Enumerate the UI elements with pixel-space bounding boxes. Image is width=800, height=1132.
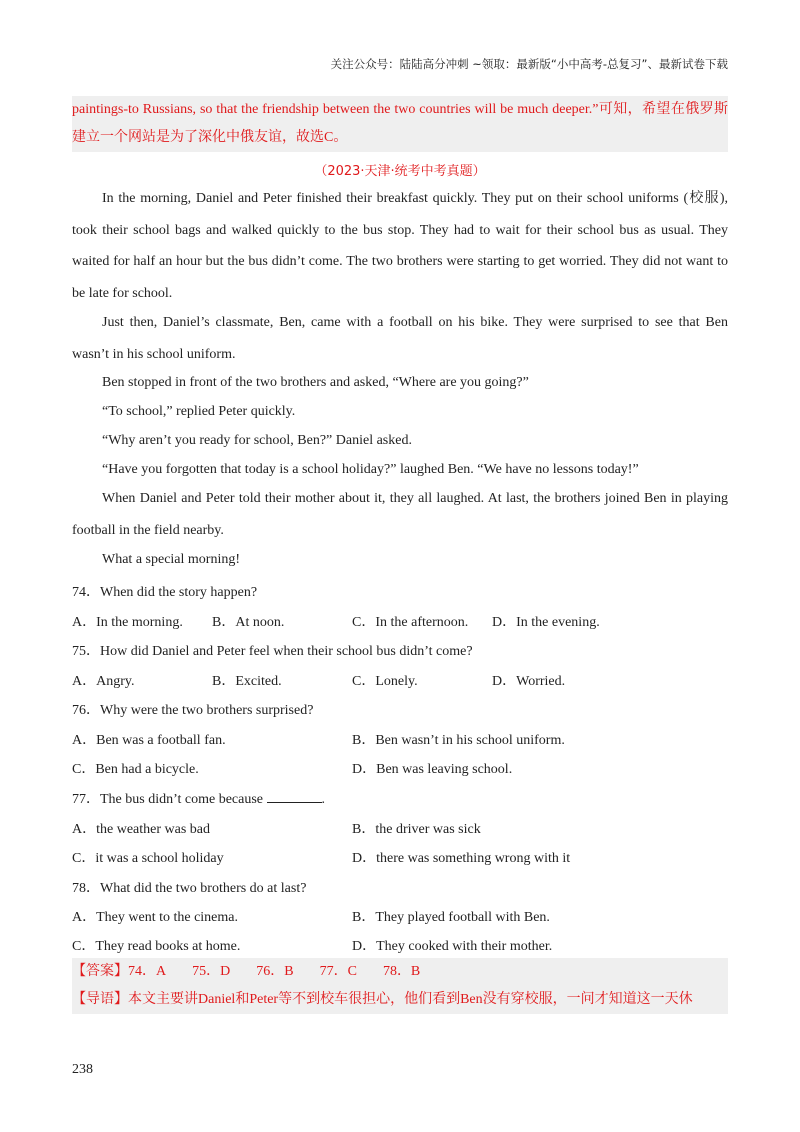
passage-line: What a special morning! [102, 552, 241, 567]
passage-line: wasn’t in his school uniform. [72, 346, 236, 362]
answer-tag: 【答案】 [72, 964, 128, 979]
answer-item: 74．A [128, 964, 167, 979]
passage-line: took their school bags and walked quickly to the bus stop. They had to wait for their school bus as usual. They [72, 222, 728, 238]
page-number: 238 [72, 1062, 93, 1077]
question-stem: 76．Why were the two brothers surprised? [72, 703, 314, 718]
question-stem: 78．What did the two brothers do at last? [72, 881, 307, 896]
option-b[interactable]: B．Ben wasn’t in his school uniform. [352, 733, 565, 748]
passage-line: “Have you forgotten that today is a school holiday?” laughed Ben. “We have no lessons today!” [102, 462, 639, 477]
passage-line: “Why aren’t you ready for school, Ben?” Daniel asked. [102, 433, 412, 448]
passage-line: In the morning, Daniel and Peter finished their breakfast quickly. They put on their school uniforms (校服), [102, 191, 728, 206]
explanation-line: 建立一个网站是为了深化中俄友谊，故选C。 [72, 130, 348, 145]
option-b[interactable]: B．the driver was sick [352, 822, 481, 837]
source-label: （2023·天津·统考中考真题） [314, 164, 486, 179]
question-stem [72, 788, 325, 808]
guide-text: 本文主要讲Daniel和Peter等不到校车很担心，他们看到Ben没有穿校服，一问才知道这一天休 [128, 992, 693, 1007]
option-b[interactable]: B．Excited. [212, 674, 282, 689]
option-c[interactable]: C．Lonely. [352, 674, 418, 689]
answer-item: 77．C [319, 964, 357, 979]
option-a[interactable]: A．Ben was a football fan. [72, 733, 226, 748]
answer-item: 78．B [382, 964, 421, 979]
page-header: 关注公众号：陆陆高分冲刺 ~领取：最新版“小中高考-总复习”、最新试卷下载 [330, 57, 728, 71]
passage-line: Ben stopped in front of the two brothers and asked, “Where are you going?” [102, 375, 529, 390]
option-c[interactable]: C．They read books at home. [72, 939, 241, 954]
passage-line: football in the field nearby. [72, 522, 224, 538]
option-c[interactable]: C．it was a school holiday [72, 851, 224, 866]
option-d[interactable]: D．there was something wrong with it [352, 851, 571, 866]
option-a[interactable]: A．Angry. [72, 674, 135, 689]
option-d[interactable]: D．In the evening. [492, 615, 600, 630]
answer-item: 75．D [192, 964, 231, 979]
explanation-block [72, 96, 728, 152]
question-stem: 75．How did Daniel and Peter feel when their school bus didn’t come? [72, 644, 473, 659]
option-d[interactable]: D．Worried. [492, 674, 566, 689]
guide-tag: 【导语】 [72, 992, 128, 1007]
answer-item: 76．B [256, 964, 294, 979]
passage-line: “To school,” replied Peter quickly. [102, 404, 296, 419]
passage-paragraph [72, 183, 728, 309]
option-a[interactable]: A．the weather was bad [72, 822, 211, 837]
option-d[interactable]: D．They cooked with their mother. [352, 939, 553, 954]
passage-paragraph [72, 483, 728, 546]
question-stem: 74．When did the story happen? [72, 585, 258, 600]
option-c[interactable]: C．In the afternoon. [352, 615, 469, 630]
passage-line: Just then, Daniel’s classmate, Ben, came with a football on his bike. They were surprised to see that Ben [102, 315, 728, 330]
option-a[interactable]: A．They went to the cinema. [72, 910, 239, 925]
passage-line: When Daniel and Peter told their mother about it, they all laughed. At last, the brothers joined Ben in playing [102, 491, 728, 506]
question-stem-end: . [321, 792, 326, 807]
answer-block [72, 958, 728, 1014]
option-d[interactable]: D．Ben was leaving school. [352, 762, 513, 777]
answer-blank [267, 790, 322, 803]
option-b[interactable]: B．They played football with Ben. [352, 910, 550, 925]
question-stem-text: 77．The bus didn’t come because [72, 792, 264, 807]
option-a[interactable]: A．In the morning. [72, 615, 183, 630]
passage-paragraph [72, 307, 728, 370]
passage-line: be late for school. [72, 285, 173, 301]
passage-line: waited for half an hour but the bus didn’t come. The two brothers were starting to get worried. They did not want to [72, 254, 728, 269]
option-b[interactable]: B．At noon. [212, 615, 285, 630]
guide-line [72, 986, 728, 1014]
answer-line [72, 958, 728, 986]
explanation-line: paintings-to Russians, so that the friendship between the two countries will be much deeper.”可知，希望在俄罗斯 [72, 102, 728, 117]
option-c[interactable]: C．Ben had a bicycle. [72, 762, 199, 777]
